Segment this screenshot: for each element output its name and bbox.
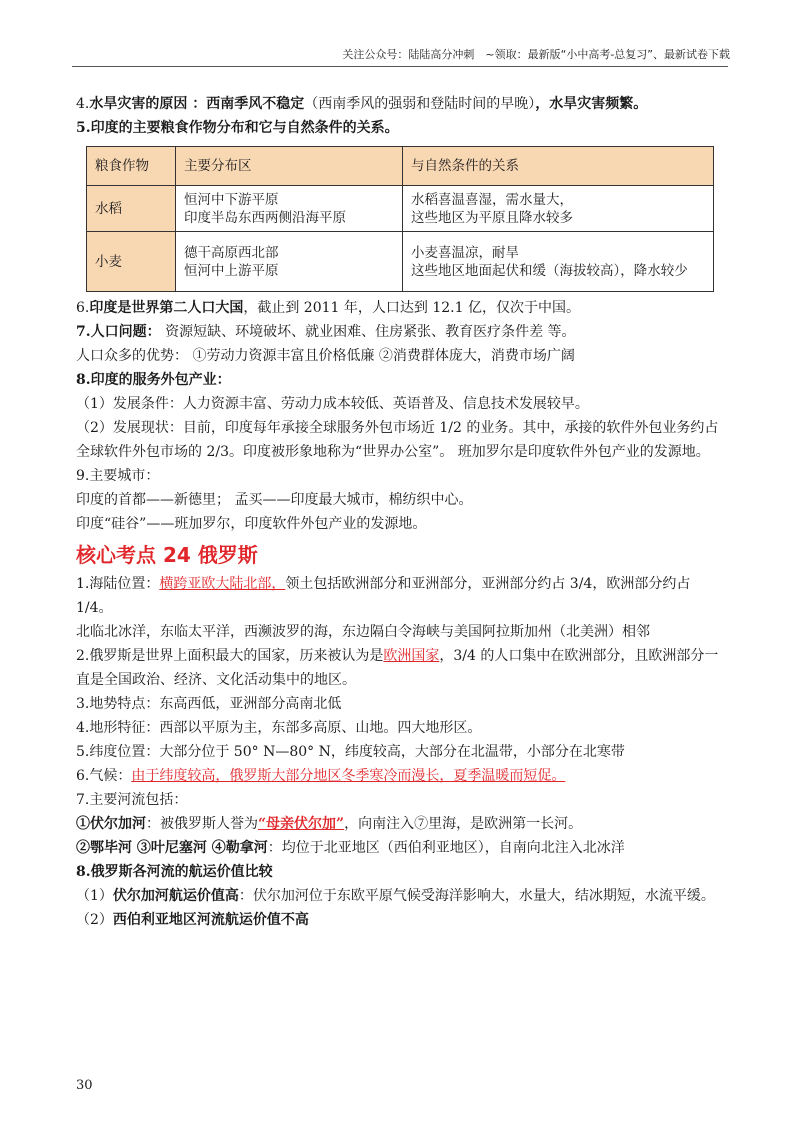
table-cell-areas: 德干高原西北部 恒河中上游平原 xyxy=(176,232,403,292)
item-8-conditions: （1）发展条件：人力资源丰富、劳动力成本较低、英语普及、信息技术发展较早。 xyxy=(76,396,589,412)
table-cell-crop: 水稻 xyxy=(87,186,176,232)
item-4: 4.水旱灾害的原因 ：西南季风不稳定（西南季风的强弱和登陆时间的早晚），水旱灾害频繁。 xyxy=(76,96,648,112)
russia-item-8-volga: （1）伏尔加河航运价值高：伏尔加河位于东欧平原气候受海洋影响大，水量大，结冰期短，水流平缓。 xyxy=(76,888,715,904)
russia-item-7-volga: ①伏尔加河：被俄罗斯人誉为“母亲伏尔加”，向南注入⑦里海，是欧洲第一长河。 xyxy=(76,816,583,832)
table-header-cell: 与自然条件的关系 xyxy=(403,147,714,186)
russia-item-8-title: 8.俄罗斯各河流的航运价值比较 xyxy=(76,864,273,880)
item-8-status: （2）发展现状：目前，印度每年承接全球服务外包市场近 1/2 的业务。其中，承接的软件外包业务约占全球软件外包市场的 2/3。印度被形象地称为“世界办公室”。 班加罗尔是印度软件外包产业的发源地。 xyxy=(76,420,719,460)
table-cell-crop: 小麦 xyxy=(87,232,176,292)
table-cell-relation: 小麦喜温凉，耐旱 这些地区地面起伏和缓（海拔较高），降水较少 xyxy=(403,232,714,292)
document-body xyxy=(76,92,728,932)
table-header-cell: 主要分布区 xyxy=(176,147,403,186)
table-header-row xyxy=(87,147,714,186)
russia-item-1-neighbors: 北临北冰洋，东临太平洋，西濒波罗的海，东边隔白令海峡与美国阿拉斯加州（北美洲）相邻 xyxy=(76,624,650,640)
item-9-cities: 印度的首都——新德里； 孟买——印度最大城市，棉纺织中心。 xyxy=(76,492,473,508)
section-title: 核心考点 24 俄罗斯 xyxy=(76,543,258,567)
item-9-title: 9.主要城市： xyxy=(76,468,160,484)
table-row xyxy=(87,186,714,232)
item-7: 7.人口问题： 资源短缺、环境破坏、就业困难、住房紧张、教育医疗条件差 等。 xyxy=(76,324,576,340)
item-8-title: 8.印度的服务外包产业： xyxy=(76,372,231,388)
page-number: 30 xyxy=(76,1078,93,1093)
item-9-silicon-valley: 印度“硅谷”——班加罗尔，印度软件外包产业的发源地。 xyxy=(76,516,427,532)
item-5-title: 5.印度的主要粮食作物分布和它与自然条件的关系。 xyxy=(76,120,399,136)
table-cell-relation: 水稻喜温喜湿，需水量大， 这些地区为平原且降水较多 xyxy=(403,186,714,232)
table-row xyxy=(87,232,714,292)
russia-item-7-siberian-rivers: ②鄂毕河 ③叶尼塞河 ④勒拿河：均位于北亚地区（西伯利亚地区），自南向北注入北冰洋 xyxy=(76,840,625,856)
russia-item-2: 2.俄罗斯是世界上面积最大的国家，历来被认为是欧洲国家，3/4 的人口集中在欧洲部分，且欧洲部分一直是全国政治、经济、文化活动集中的地区。 xyxy=(76,648,719,688)
page-header: 关注公众号：陆陆高分冲刺 ~领取：最新版“小中高考-总复习”、最新试卷下载 xyxy=(342,48,730,61)
table-header-cell: 粮食作物 xyxy=(87,147,176,186)
item-6: 6.印度是世界第二人口大国，截止到 2011 年，人口达到 12.1 亿，仅次于中国。 xyxy=(76,300,580,316)
russia-item-4: 4.地形特征：西部以平原为主，东部多高原、山地。四大地形区。 xyxy=(76,720,482,736)
russia-item-1: 1.海陆位置：横跨亚欧大陆北部，领土包括欧洲部分和亚洲部分，亚洲部分约占 3/4，欧洲部分约占 1/4。 xyxy=(76,576,691,616)
russia-item-3: 3.地势特点：东高西低，亚洲部分高南北低 xyxy=(76,696,342,712)
russia-item-5: 5.纬度位置：大部分位于 50° N—80° N，纬度较高，大部分在北温带，小部分在北寒带 xyxy=(76,744,625,760)
russia-item-7: 7.主要河流包括： xyxy=(76,792,188,808)
item-7-advantage: 人口众多的优势： ①劳动力资源丰富且价格低廉 ②消费群体庞大，消费市场广阔 xyxy=(76,348,575,364)
crop-table xyxy=(86,146,714,292)
header-rule xyxy=(72,66,728,67)
russia-item-8-siberia: （2）西伯利亚地区河流航运价值不高 xyxy=(76,912,309,928)
russia-item-6: 6.气候：由于纬度较高，俄罗斯大部分地区冬季寒冷而漫长，夏季温暖而短促。 xyxy=(76,768,566,784)
table-cell-areas: 恒河中下游平原 印度半岛东西两侧沿海平原 xyxy=(176,186,403,232)
